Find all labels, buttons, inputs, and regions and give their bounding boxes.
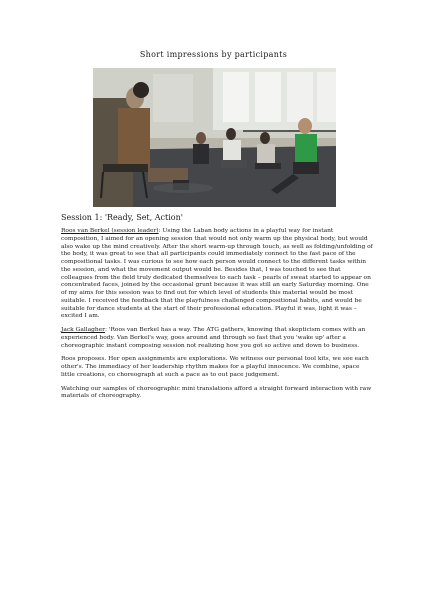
workshop-photo-image (93, 68, 336, 207)
paragraph-text: Watching our samples of choreographic mini translations afford a straight forward interaction with raw materials of choreography. (61, 385, 372, 400)
paragraph (61, 356, 373, 379)
body-text (61, 228, 373, 407)
section-heading: Session 1: 'Ready, Set, Action' (61, 213, 183, 222)
paragraph (61, 228, 373, 321)
paragraph (61, 386, 373, 402)
paragraph-text: : Using the Laban body actions in a playful way for instant composition, I aimed for an opening session that would not only warm up the physical body, but would also wake up the mind creatively. After the short warm-up through touch, as well as folding/unfolding of the body, it was great to see that all participants could immediately connect to the fast pace of the compositional tasks. I was curious to see how each person would connect to the different tasks within the session, and what the movement output would be. Besides that, I was touched to see that colleagues from the field truly dedicated themselves to each task – pearls of sweat started to appear on concentrated faces, joined by the occasional grunt because it was still an early Saturday morning. One of my aims for this session was to find out for which level of students this material would be most suitable. I received the feedback that the playfulness challenged compositional habits, and would be suitable for dance students at the start of their professional education. Playful it was, light it was – excited I am. (61, 228, 373, 320)
paragraph (61, 327, 373, 350)
speaker-name: Roos van Berkel (session leader) (61, 228, 159, 234)
workshop-photo (93, 68, 336, 207)
paragraph-text: Roos proposes. Her open assignments are explorations. We witness our personal tool kits, we see each other's. The immediacy of her leadership rhythm makes for a playful innocence. We combine, space little creations, co choreograph at such a pace as to out pace judgement. (61, 356, 369, 378)
speaker-name: Jack Gallagher (61, 327, 105, 333)
paragraph-text: : 'Roos van Berkel has a way. The ATG gathers, knowing that skepticism comes with an experienced body. Van Berkel's way, goes around and through so fast that you 'wake up' after a choreographic instant composing session not realizing how you got so active and down to business. (61, 327, 366, 349)
page-title: Short impressions by participants (139, 50, 288, 59)
